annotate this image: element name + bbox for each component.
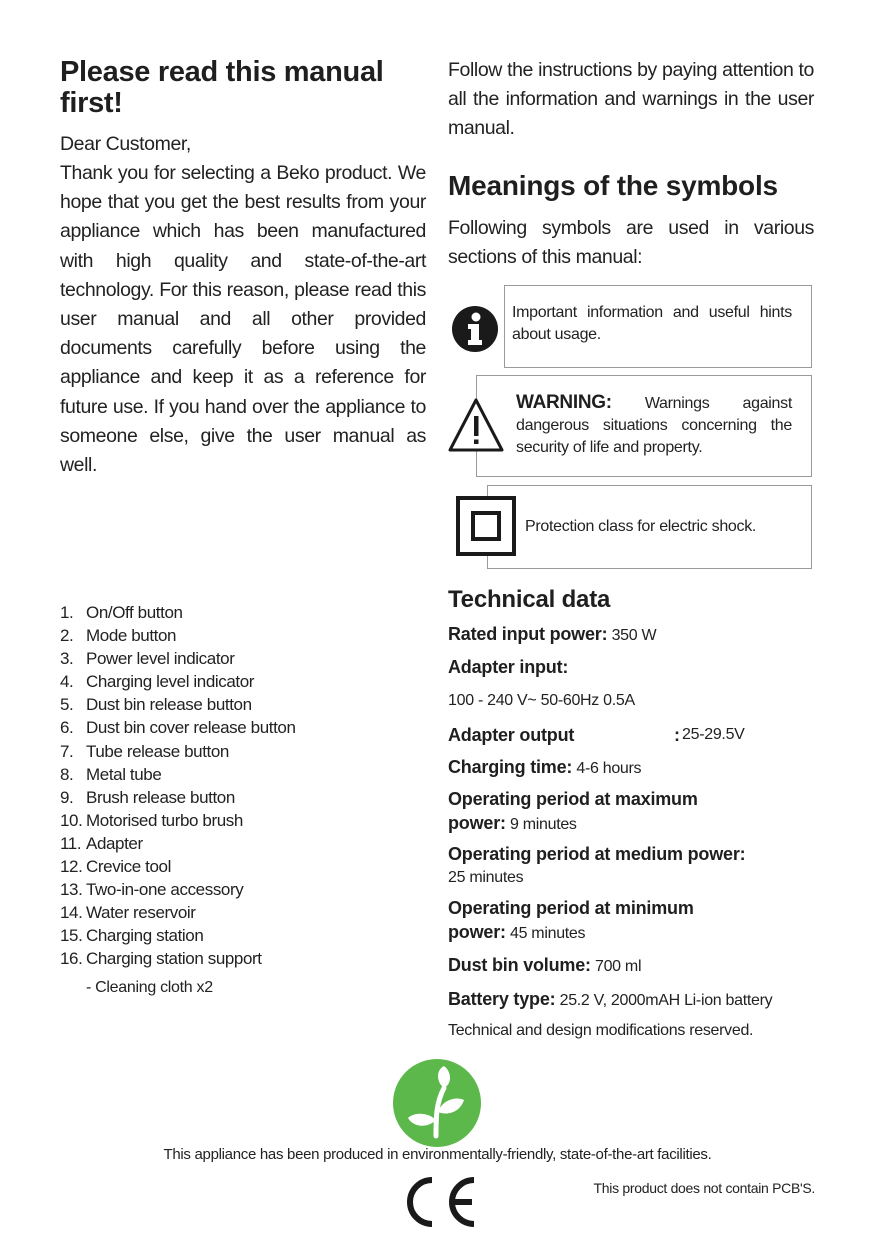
op-max-label-2: power:: [448, 813, 506, 833]
list-item-label: Tube release button: [86, 741, 229, 761]
protection-class-icon: [456, 496, 516, 561]
list-item-label: Brush release button: [86, 787, 235, 807]
technical-title: Technical data: [448, 586, 611, 613]
op-med-label: Operating period at medium power:: [448, 844, 746, 864]
op-max-row: [448, 788, 820, 836]
op-med-value: 25 minutes: [448, 869, 524, 886]
list-item: [60, 624, 296, 647]
list-item: [60, 647, 296, 670]
op-min-row: [448, 897, 820, 945]
list-item-label: Charging station: [86, 926, 204, 946]
list-item-number: 14.: [60, 903, 83, 923]
adapter-output-colon: :: [674, 725, 680, 745]
pcb-text: This product does not contain PCB'S.: [593, 1180, 815, 1196]
battery-label: Battery type:: [448, 989, 556, 1009]
list-item-label: Power level indicator: [86, 649, 235, 669]
modifications-note: Technical and design modifications reserved.: [448, 1022, 754, 1039]
list-item-label: Dust bin release button: [86, 695, 252, 715]
list-item: [60, 878, 296, 901]
symbols-title: Meanings of the symbols: [448, 170, 778, 201]
list-item-number: 16.: [60, 949, 83, 969]
list-item-label: Charging level indicator: [86, 672, 255, 692]
op-min-value: 45 minutes: [509, 925, 586, 942]
list-item-label: Adapter: [86, 833, 143, 853]
list-item: [60, 832, 296, 855]
adapter-output-label: Adapter output: [448, 725, 575, 745]
op-min-label-1: Operating period at minimum: [448, 898, 694, 918]
eco-leaf-icon: [392, 1058, 482, 1153]
rated-power-label: Rated input power:: [448, 624, 608, 644]
list-item-number: 7.: [60, 741, 74, 761]
rated-power-row: [448, 623, 820, 647]
list-item: [60, 924, 296, 947]
dust-bin-value: 700 ml: [594, 958, 642, 975]
dust-bin-row: [448, 954, 820, 978]
list-item-number: 5.: [60, 695, 74, 715]
list-item: [60, 901, 296, 924]
adapter-input-label: Adapter input:: [448, 657, 569, 677]
list-item-number: 15.: [60, 926, 83, 946]
list-item: [60, 693, 296, 716]
adapter-input-row: [448, 656, 820, 680]
warning-text: [516, 392, 792, 459]
list-item-label: Mode button: [86, 626, 177, 646]
list-item-number: 2.: [60, 626, 74, 646]
adapter-output-row: [448, 724, 820, 748]
info-icon: [451, 305, 499, 358]
list-item-label: Charging station support: [86, 949, 262, 969]
dust-bin-label: Dust bin volume:: [448, 955, 591, 975]
parts-list: [60, 601, 296, 971]
op-med-row: [448, 843, 820, 889]
eco-text: This appliance has been produced in environmentally-friendly, state-of-the-art facilities.: [163, 1146, 712, 1163]
list-item: [60, 601, 296, 624]
list-item-label: On/Off button: [86, 603, 183, 622]
warning-icon: [447, 396, 505, 459]
op-max-value: 9 minutes: [509, 816, 577, 833]
list-item: [60, 947, 296, 970]
protection-text: Protection class for electric shock.: [525, 518, 757, 535]
list-item-label: Dust bin cover release button: [86, 718, 296, 738]
list-item: [60, 716, 296, 739]
info-text: Important information and useful hints about usage.: [512, 304, 792, 343]
symbols-intro: Following symbols are used in various sections of this manual:: [448, 217, 814, 269]
charging-time-value: 4-6 hours: [576, 760, 642, 777]
list-item-number: 11.: [60, 833, 82, 853]
list-item: [60, 763, 296, 786]
list-item-number: 13.: [60, 880, 83, 900]
list-item-number: 12.: [60, 857, 83, 877]
battery-row: [448, 988, 828, 1012]
op-max-label-1: Operating period at maximum: [448, 789, 698, 809]
list-item: [60, 740, 296, 763]
list-item-label: Crevice tool: [86, 857, 171, 877]
parts-extra: - Cleaning cloth x2: [86, 979, 213, 996]
list-item-number: 1.: [60, 603, 74, 622]
list-item-number: 6.: [60, 718, 74, 738]
list-item-label: Two-in-one accessory: [86, 880, 244, 900]
list-item: [60, 855, 296, 878]
list-item: [60, 809, 296, 832]
list-item-label: Motorised turbo brush: [86, 810, 243, 830]
ce-mark-icon: [396, 1174, 478, 1235]
intro-paragraph: Thank you for selecting a Beko product. We hope that you get the best results from your appliance which has been manufactured with high quality and state-of-the-art technology. For this reason, please read this user manual and all other provided documents carefully before using the appliance and keep it as a reference for future use. If you hand over the appliance to someone else, give the user manual as well.: [60, 162, 426, 477]
adapter-output-value: 25-29.5V: [682, 726, 745, 743]
salutation: Dear Customer,: [60, 133, 191, 155]
list-item-number: 8.: [60, 764, 74, 784]
list-item-label: Water reservoir: [86, 903, 196, 923]
list-item-number: 9.: [60, 787, 74, 807]
op-min-label-2: power:: [448, 922, 506, 942]
list-item: [60, 786, 296, 809]
adapter-input-value: 100 - 240 V~ 50-60Hz 0.5A: [448, 692, 635, 709]
charging-time-row: [448, 756, 820, 780]
warning-description: Warnings against dangerous situations concerning the security of life and property.: [516, 395, 792, 456]
list-item-number: 10.: [60, 810, 83, 830]
list-item: [60, 670, 296, 693]
list-item-label: Metal tube: [86, 764, 162, 784]
warning-label: WARNING:: [516, 392, 612, 413]
list-item-number: 4.: [60, 672, 74, 692]
rated-power-value: 350 W: [611, 627, 657, 644]
page-title: Please read this manual first!: [60, 56, 384, 119]
battery-value: 25.2 V, 2000mAH Li-ion battery: [559, 992, 773, 1009]
list-item-number: 3.: [60, 649, 74, 669]
charging-time-label: Charging time:: [448, 757, 573, 777]
follow-instructions: Follow the instructions by paying attention to all the information and warnings in the user manual.: [448, 59, 814, 140]
